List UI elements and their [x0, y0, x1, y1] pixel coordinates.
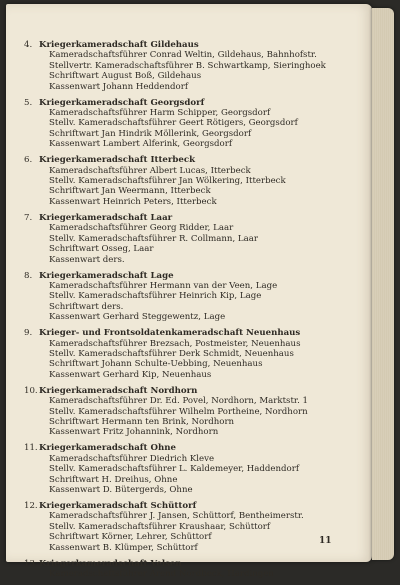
- list-item: [6, 328, 362, 380]
- entry-heading: [24, 97, 362, 108]
- entry-line: Stellv. Kameradschaftsführer Kraushaar, Schüttorf: [49, 521, 271, 532]
- entry-line: Schriftwart H. Dreihus, Ohne: [49, 474, 178, 485]
- entry-line: Kameradschaftsführer Dr. Ed. Povel, Nordhorn, Marktstr. 1: [49, 396, 309, 407]
- entry-heading: [24, 270, 362, 281]
- entry-line: Kassenwart Lambert Alferink, Georgsdorf: [49, 139, 233, 150]
- entry-title: Krieger- und Frontsoldatenkameradschaft Neuenhaus: [39, 328, 301, 339]
- entry-line: Kassenwart Gerhard Kip, Neuenhaus: [49, 369, 212, 380]
- entry-line: Stellv. Kameradschaftsführer Derk Schmidt, Neuenhaus: [49, 348, 294, 359]
- entry-title: Kriegerkameradschaft Gildehaus: [39, 40, 199, 50]
- entry-title: Kriegerkameradschaft Georgsdorf: [39, 97, 205, 108]
- entry-line: Stellv. Kameradschaftsführer Heinrich Kip, Lage: [49, 291, 262, 302]
- entry-number: 11.: [24, 443, 38, 454]
- entry-line: Kameradschaftsführer Arend Nordbeck, Hardingen: [49, 569, 274, 580]
- entry-line: Kassenwart Fritz Johannink, Nordhorn: [49, 427, 219, 438]
- entry-line: Kameradschaftsführer Albert Lucas, Itterbeck: [49, 165, 251, 176]
- entry-line: Schriftwart Jan Hindrik Möllerink, Georgsdorf: [49, 128, 252, 139]
- entry-number: 9.: [24, 328, 33, 339]
- entry-title: Kriegerkameradschaft Itterbeck: [39, 155, 196, 166]
- entry-title: Kriegerkameradschaft Ohne: [39, 443, 176, 454]
- entry-line: Schriftwart Osseg, Laar: [49, 244, 154, 255]
- entry-line: Kassenwart Johann Heddendorf: [49, 81, 189, 92]
- entry-title: Kriegerkameradschaft Velsen: [39, 558, 182, 569]
- entry-line: Schriftwart August Boß, Gildehaus: [49, 71, 202, 82]
- entry-number: 5.: [24, 97, 33, 108]
- entry-line: Kameradschaftsführer Harm Schipper, Georgsdorf: [49, 108, 271, 119]
- entry-heading: [24, 558, 362, 569]
- entry-heading: [24, 212, 362, 223]
- entry-line: Stellv. Kameradschaftsführer Geert Rötigers, Georgsdorf: [49, 118, 298, 129]
- entry-number: 12.: [24, 501, 38, 511]
- entry-line: Kameradschaftsführer Diedrich Kleve: [49, 453, 215, 464]
- entry-heading: [24, 155, 362, 166]
- entry-line: Stellv. Kameradschaftsführer R. Collmann, Laar: [49, 233, 258, 244]
- entry-line: Stellv. Kameradschaftsführer Jan Wölkering, Itterbeck: [49, 176, 286, 187]
- entry-line: Kassenwart Heinrich Peters, Itterbeck: [49, 196, 217, 207]
- list-item: [6, 40, 362, 92]
- entry-list: [6, 40, 362, 585]
- entry-line: Kameradschaftsführer Hermann van der Veen, Lage: [49, 280, 278, 291]
- entry-heading: [24, 501, 362, 511]
- entry-line: Schriftwart Körner, Lehrer, Schüttorf: [49, 532, 212, 543]
- entry-number: 6.: [24, 155, 33, 166]
- list-item: [6, 98, 362, 150]
- list-item: [6, 213, 362, 265]
- list-item: [6, 386, 362, 438]
- entry-line: Stellvertr. Kameradschaftsführer B. Schwartkamp, Sieringhoek: [49, 60, 326, 71]
- entry-line: Kassenwart D. Bütergerds, Ohne: [49, 485, 193, 495]
- entry-title: Kriegerkameradschaft Schüttorf: [39, 501, 197, 511]
- entry-number: 10.: [24, 385, 38, 396]
- entry-line: Kameradschaftsführer Georg Ridder, Laar: [49, 223, 234, 234]
- entry-line: Schriftwart Hermann ten Brink, Nordhorn: [49, 416, 235, 427]
- entry-line: Kassenwart B. Klümper, Schüttorf: [49, 542, 198, 553]
- entry-line: Schriftwart ders.: [49, 301, 124, 312]
- entry-line: Kameradschaftsführer Brezsach, Postmeister, Neuenhaus: [49, 338, 301, 349]
- entry-line: Stellv. Kameradschaftsführer L. Kaldemeyer, Haddendorf: [49, 464, 299, 475]
- entry-number: 7.: [24, 212, 33, 223]
- entry-line: Kameradschaftsführer J. Jansen, Schüttorf, Bentheimerstr.: [49, 511, 304, 522]
- list-item: [6, 501, 362, 553]
- entry-heading: [24, 443, 362, 454]
- entry-line: Kassenwart ders.: [49, 254, 125, 265]
- entry-heading: [24, 40, 362, 50]
- page-number: 11: [319, 536, 332, 546]
- entry-line: Stellv. Kameradschaftsführer Wilhelm Portheine, Nordhorn: [49, 406, 308, 417]
- entry-line: Schriftwart Johann Schulte-Uebbing, Neuenhaus: [49, 359, 263, 370]
- entry-line: Kameradschaftsführer Conrad Weltin, Gildehaus, Bahnhofstr.: [49, 50, 317, 61]
- entry-title: Kriegerkameradschaft Lage: [39, 270, 174, 281]
- entry-line: Schriftwart Jan Weermann, Itterbeck: [49, 186, 211, 197]
- list-item: [6, 271, 362, 323]
- entry-number: 13.: [24, 558, 38, 569]
- page-block-edge: [372, 8, 394, 560]
- list-item: [6, 443, 362, 495]
- entry-heading: [24, 385, 362, 396]
- list-item: [6, 155, 362, 207]
- entry-heading: [24, 328, 362, 339]
- entry-title: Kriegerkameradschaft Nordhorn: [39, 385, 198, 396]
- entry-line: Kassenwart Gerhard Steggewentz, Lage: [49, 312, 226, 323]
- entry-title: Kriegerkameradschaft Laar: [39, 212, 173, 223]
- list-item: [6, 559, 362, 580]
- entry-number: 8.: [24, 270, 33, 281]
- entry-number: 4.: [24, 40, 33, 50]
